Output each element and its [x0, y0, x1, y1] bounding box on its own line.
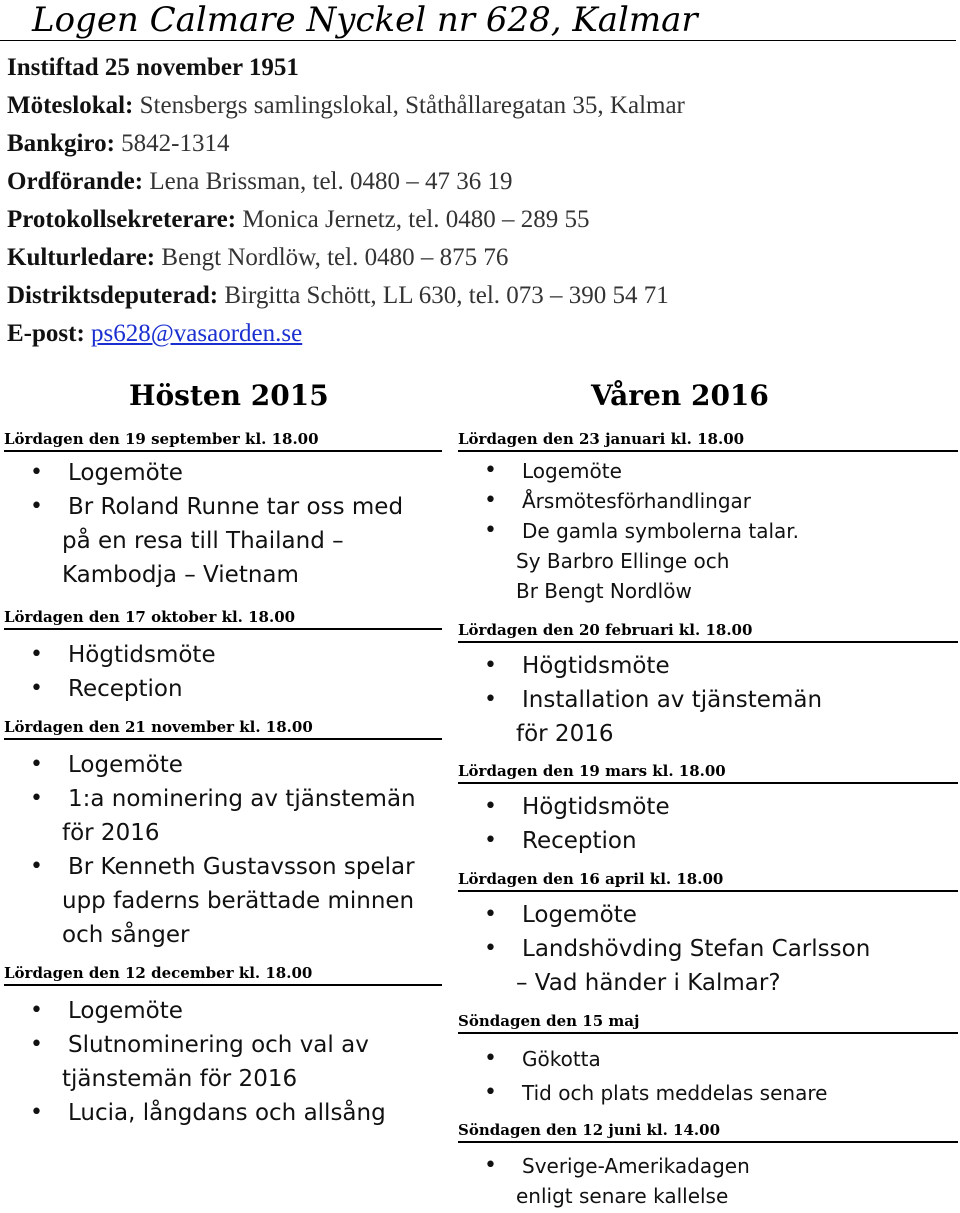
event-date: Lördagen den 23 januari kl. 18.00: [458, 428, 958, 452]
event-date: Söndagen den 15 maj: [458, 1010, 958, 1034]
event-may: [458, 1010, 958, 1110]
list-item: • Sverige-Amerikadagen enligt senare kallelse: [484, 1153, 750, 1208]
event-date: Söndagen den 12 juni kl. 14.00: [458, 1119, 958, 1143]
event-items: [4, 748, 442, 952]
event-items: [458, 649, 958, 751]
event-mar: [458, 760, 958, 858]
list-item: • Br Roland Runne tar oss med på en resa till Thailand – Kambodja – Vietnam: [4, 490, 442, 592]
bullet-icon: •: [484, 1046, 497, 1071]
event-items: [458, 456, 958, 606]
bullet-icon: •: [484, 687, 497, 712]
list-item: • Högtidsmöte: [4, 638, 442, 672]
event-sep: [4, 428, 442, 592]
bullet-icon: •: [30, 786, 43, 811]
event-items: [4, 994, 442, 1130]
event-items: [458, 1151, 958, 1211]
list-item: • De gamla symbolerna talar. Sy Barbro Ellinge och Br Bengt Nordlöw: [484, 518, 800, 603]
list-item: • Landshövding Stefan Carlsson – Vad händer i Kalmar?: [458, 932, 958, 1000]
bullet-icon: •: [30, 854, 43, 879]
bullet-icon: •: [484, 458, 497, 483]
list-item: • Tid och plats meddelas senare: [458, 1076, 958, 1110]
event-dec: [4, 962, 442, 1130]
info-venue: Möteslokal: Stensbergs samlingslokal, Ståthållaregatan 35, Kalmar: [7, 92, 685, 119]
bullet-icon: •: [30, 460, 43, 485]
info-chair: Ordförande: Lena Brissman, tel. 0480 – 47 36 19: [7, 168, 513, 195]
bullet-icon: •: [30, 642, 43, 667]
event-date: Lördagen den 12 december kl. 18.00: [4, 962, 442, 986]
list-item: • Logemöte: [4, 994, 442, 1028]
event-date: Lördagen den 17 oktober kl. 18.00: [4, 606, 442, 630]
bullet-icon: •: [484, 936, 497, 961]
bullet-icon: •: [484, 1080, 497, 1105]
bullet-icon: •: [30, 1032, 43, 1057]
info-secretary: Protokollsekreterare: Monica Jernetz, tel. 0480 – 289 55: [7, 206, 590, 233]
event-date: Lördagen den 16 april kl. 18.00: [458, 868, 958, 892]
event-items: [4, 638, 442, 706]
bullet-icon: •: [484, 653, 497, 678]
bullet-icon: •: [30, 676, 43, 701]
list-item: • Slutnominering och val av tjänstemän för 2016: [4, 1028, 442, 1096]
list-item: • Logemöte: [458, 898, 958, 932]
info-founded: Instiftad 25 november 1951: [7, 54, 299, 81]
event-jan: [458, 428, 958, 606]
list-item: • Logemöte: [458, 456, 958, 486]
lodge-info: [7, 50, 947, 354]
event-feb: [458, 619, 958, 751]
bullet-icon: •: [484, 828, 497, 853]
event-date: Lördagen den 20 februari kl. 18.00: [458, 619, 958, 643]
list-item: • Logemöte: [4, 456, 442, 490]
event-apr: [458, 868, 958, 1000]
event-items: [458, 1042, 958, 1110]
event-date: Lördagen den 19 september kl. 18.00: [4, 428, 442, 452]
bullet-icon: •: [484, 794, 497, 819]
list-item: • Installation av tjänstemän för 2016: [458, 683, 958, 751]
spring-heading: Våren 2016: [591, 379, 769, 412]
bullet-icon: •: [30, 1100, 43, 1125]
event-nov: [4, 716, 442, 952]
list-item: • Högtidsmöte: [458, 649, 958, 683]
list-item: • Årsmötesförhandlingar: [458, 486, 958, 516]
info-culture: Kulturledare: Bengt Nordlöw, tel. 0480 – 875 76: [7, 244, 509, 271]
info-deputy: Distriktsdeputerad: Birgitta Schött, LL 630, tel. 073 – 390 54 71: [7, 282, 669, 309]
event-oct: [4, 606, 442, 706]
event-items: [458, 898, 958, 1000]
event-items: [458, 790, 958, 858]
title-rule: [0, 40, 956, 41]
bullet-icon: •: [30, 494, 43, 519]
list-item: • Lucia, långdans och allsång: [4, 1096, 442, 1130]
list-item: • Reception: [4, 672, 442, 706]
autumn-heading: Hösten 2015: [129, 379, 329, 412]
page-title: Logen Calmare Nyckel nr 628, Kalmar: [32, 0, 698, 40]
info-bankgiro: Bankgiro: 5842-1314: [7, 130, 230, 157]
event-jun: [458, 1119, 958, 1211]
bullet-icon: •: [484, 902, 497, 927]
list-item: • Gökotta: [458, 1042, 958, 1076]
event-date: Lördagen den 19 mars kl. 18.00: [458, 760, 958, 784]
list-item: • Reception: [458, 824, 958, 858]
event-date: Lördagen den 21 november kl. 18.00: [4, 716, 442, 740]
bullet-icon: •: [484, 488, 497, 513]
bullet-icon: •: [30, 752, 43, 777]
bullet-icon: •: [30, 998, 43, 1023]
email-link[interactable]: ps628@vasaorden.se: [91, 320, 303, 347]
list-item: • Logemöte: [4, 748, 442, 782]
bullet-icon: •: [484, 1153, 497, 1178]
list-item: • 1:a nominering av tjänstemän för 2016: [4, 782, 442, 850]
bullet-icon: •: [484, 518, 497, 543]
info-email: E-post: ps628@vasaorden.se: [7, 320, 303, 347]
list-item: • Br Kenneth Gustavsson spelar upp faderns berättade minnen och sånger: [4, 850, 442, 952]
list-item: • Högtidsmöte: [458, 790, 958, 824]
event-items: [4, 456, 442, 592]
